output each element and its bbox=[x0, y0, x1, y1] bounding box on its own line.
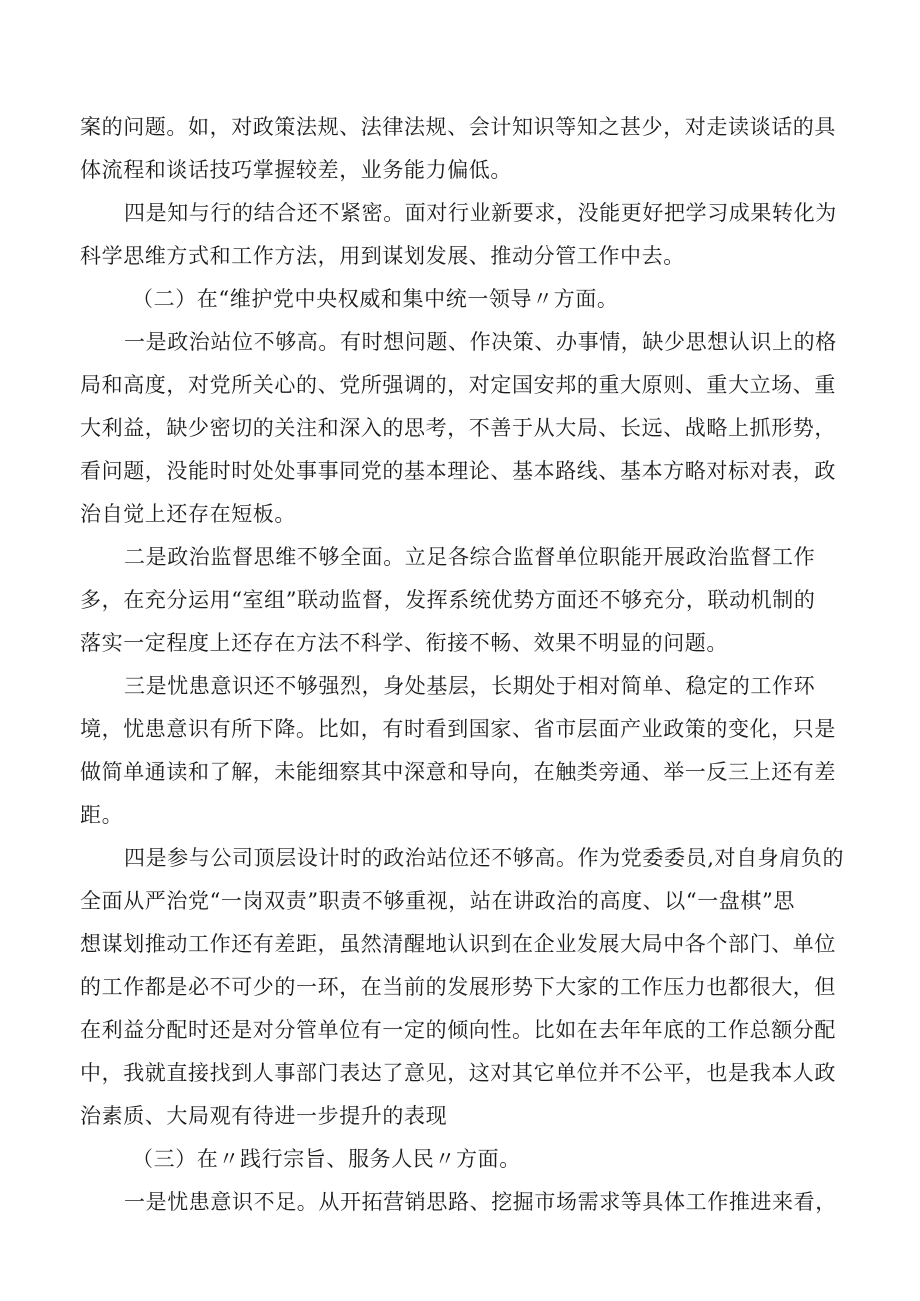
text-line-24: 治素质、大局观有待进一步提升的表现 bbox=[80, 1104, 448, 1128]
text-line-15: 境，忧患意识有所下降。比如，有时看到国家、省市层面产业政策的变化，只是 bbox=[80, 717, 836, 741]
text-line-19: 全面从严治党“一岗双责”职责不够重视，站在讲政治的高度、以“一盘棋”思 bbox=[80, 889, 795, 913]
text-line-9: 看问题，没能时时处处事事同党的基本理论、基本路线、基本方略对标对表，政 bbox=[80, 459, 836, 483]
text-line-22: 在利益分配时还是对分管单位有一定的倾向性。比如在去年年底的工作总额分配 bbox=[80, 1018, 836, 1042]
text-line-10: 治自觉上还存在短板。 bbox=[80, 502, 296, 526]
text-line-3: 四是知与行的结合还不紧密。面对行业新要求，没能更好把学习成果转化为 bbox=[124, 201, 837, 225]
text-line-17: 距。 bbox=[80, 803, 124, 827]
text-line-14: 三是忧患意识还不够强烈，身处基层，长期处于相对简单、稳定的工作环 bbox=[124, 674, 816, 698]
text-line-11: 二是政治监督思维不够全面。立足各综合监督单位职能开展政治监督工作 bbox=[124, 545, 816, 569]
text-line-8: 大利益，缺少密切的关注和深入的思考，不善于从大局、长远、战略上抓形势， bbox=[80, 416, 836, 440]
text-line-1: 案的问题。如，对政策法规、法律法规、会计知识等知之甚少，对走读谈话的具 bbox=[80, 115, 836, 139]
text-line-16: 做简单通读和了解，未能细察其中深意和导向，在触类旁通、举一反三上还有差 bbox=[80, 760, 836, 784]
text-line-13: 落实一定程度上还存在方法不科学、衔接不畅、效果不明显的问题。 bbox=[80, 631, 728, 655]
text-line-2: 体流程和谈话技巧掌握较差，业务能力偏低。 bbox=[80, 158, 512, 182]
text-line-26: 一是忧患意识不足。从开拓营销思路、挖掘市场需求等具体工作推进来看， bbox=[124, 1190, 837, 1214]
section-heading-2: （二）在“维护党中央权威和集中统一领导〃方面。 bbox=[132, 287, 619, 311]
text-line-6: 一是政治站位不够高。有时想问题、作决策、办事情，缺少思想认识上的格 bbox=[124, 330, 837, 354]
section-heading-3: （三）在〃践行宗旨、服务人民〃方面。 bbox=[132, 1147, 521, 1171]
text-line-21: 的工作都是必不可少的一环，在当前的发展形势下大家的工作压力也都很大，但 bbox=[80, 975, 836, 999]
text-line-18: 四是参与公司顶层设计时的政治站位还不够高。作为党委委员,对自身肩负的 bbox=[124, 846, 845, 870]
text-line-7: 局和高度，对党所关心的、党所强调的，对定国安邦的重大原则、重大立场、重 bbox=[80, 373, 836, 397]
text-line-23: 中，我就直接找到人事部门表达了意见，这对其它单位并不公平，也是我本人政 bbox=[80, 1061, 836, 1085]
text-line-4: 科学思维方式和工作方法，用到谋划发展、推动分管工作中去。 bbox=[80, 244, 685, 268]
text-line-12: 多，在充分运用“室组”联动监督，发挥系统优势方面还不够充分，联动机制的 bbox=[80, 588, 816, 612]
text-line-20: 想谋划推动工作还有差距，虽然清醒地认识到在企业发展大局中各个部门、单位 bbox=[80, 932, 836, 956]
